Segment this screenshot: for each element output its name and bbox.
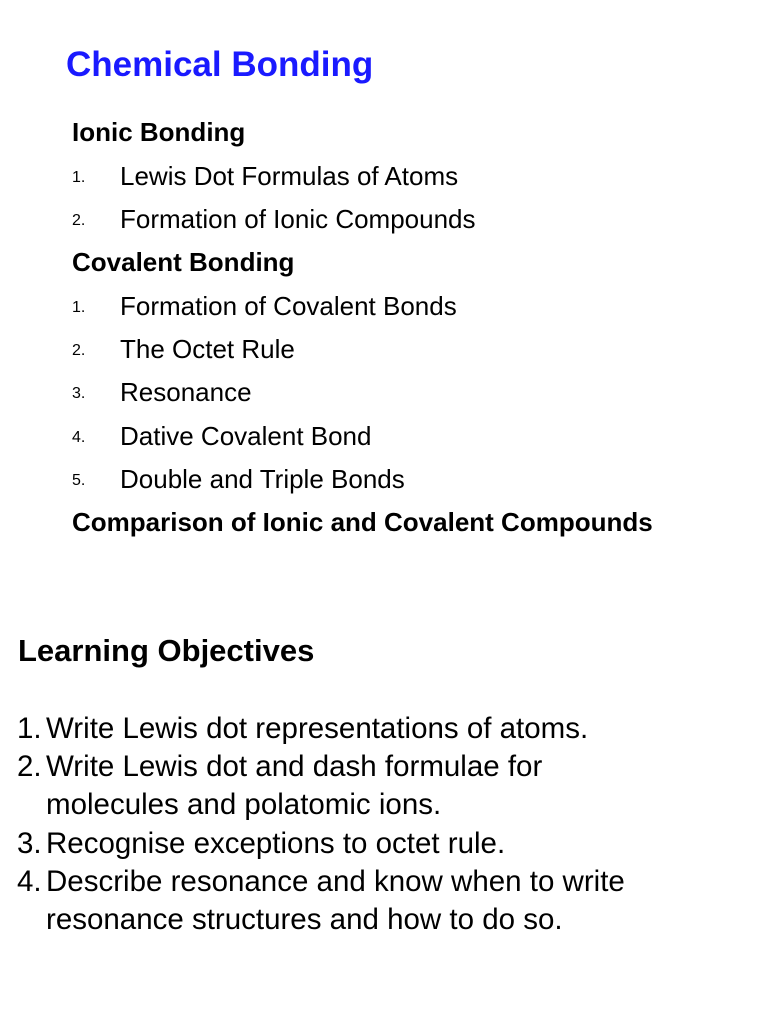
objective-item (17, 865, 625, 899)
objective-number: 2. (17, 750, 42, 783)
list-text: Double and Triple Bonds (120, 464, 405, 494)
objective-number: 3. (17, 827, 42, 860)
list-number: 2. (72, 212, 86, 229)
list-number: 1. (72, 169, 86, 186)
objective-item (17, 750, 542, 784)
learning-objectives-heading: Learning Objectives (18, 633, 315, 668)
list-text: Dative Covalent Bond (120, 421, 372, 451)
ionic-bonding-heading: Ionic Bonding (72, 117, 246, 147)
objective-text: Write Lewis dot representations of atoms. (46, 712, 589, 745)
list-number: 1. (72, 299, 86, 316)
objective-text-continued: molecules and polatomic ions. (46, 788, 442, 821)
list-text: Resonance (120, 377, 252, 407)
list-text: Formation of Ionic Compounds (120, 204, 476, 234)
list-number: 3. (72, 385, 86, 402)
objective-text: Write Lewis dot and dash formulae for (46, 750, 543, 783)
list-number: 5. (72, 472, 86, 489)
objective-item (17, 827, 505, 861)
list-text: Formation of Covalent Bonds (120, 291, 457, 321)
objective-number: 4. (17, 865, 42, 898)
list-text: The Octet Rule (120, 334, 295, 364)
list-number: 2. (72, 342, 86, 359)
objective-text: Recognise exceptions to octet rule. (46, 827, 506, 860)
covalent-bonding-heading: Covalent Bonding (72, 247, 295, 277)
comparison-heading: Comparison of Ionic and Covalent Compounds (72, 507, 653, 537)
list-number: 4. (72, 429, 86, 446)
objective-item (17, 712, 588, 746)
objective-number: 1. (17, 712, 42, 745)
page-title: Chemical Bonding (66, 45, 374, 84)
objective-text-continued: resonance structures and how to do so. (46, 903, 563, 936)
objective-text: Describe resonance and know when to write (46, 865, 625, 898)
list-text: Lewis Dot Formulas of Atoms (120, 161, 459, 191)
